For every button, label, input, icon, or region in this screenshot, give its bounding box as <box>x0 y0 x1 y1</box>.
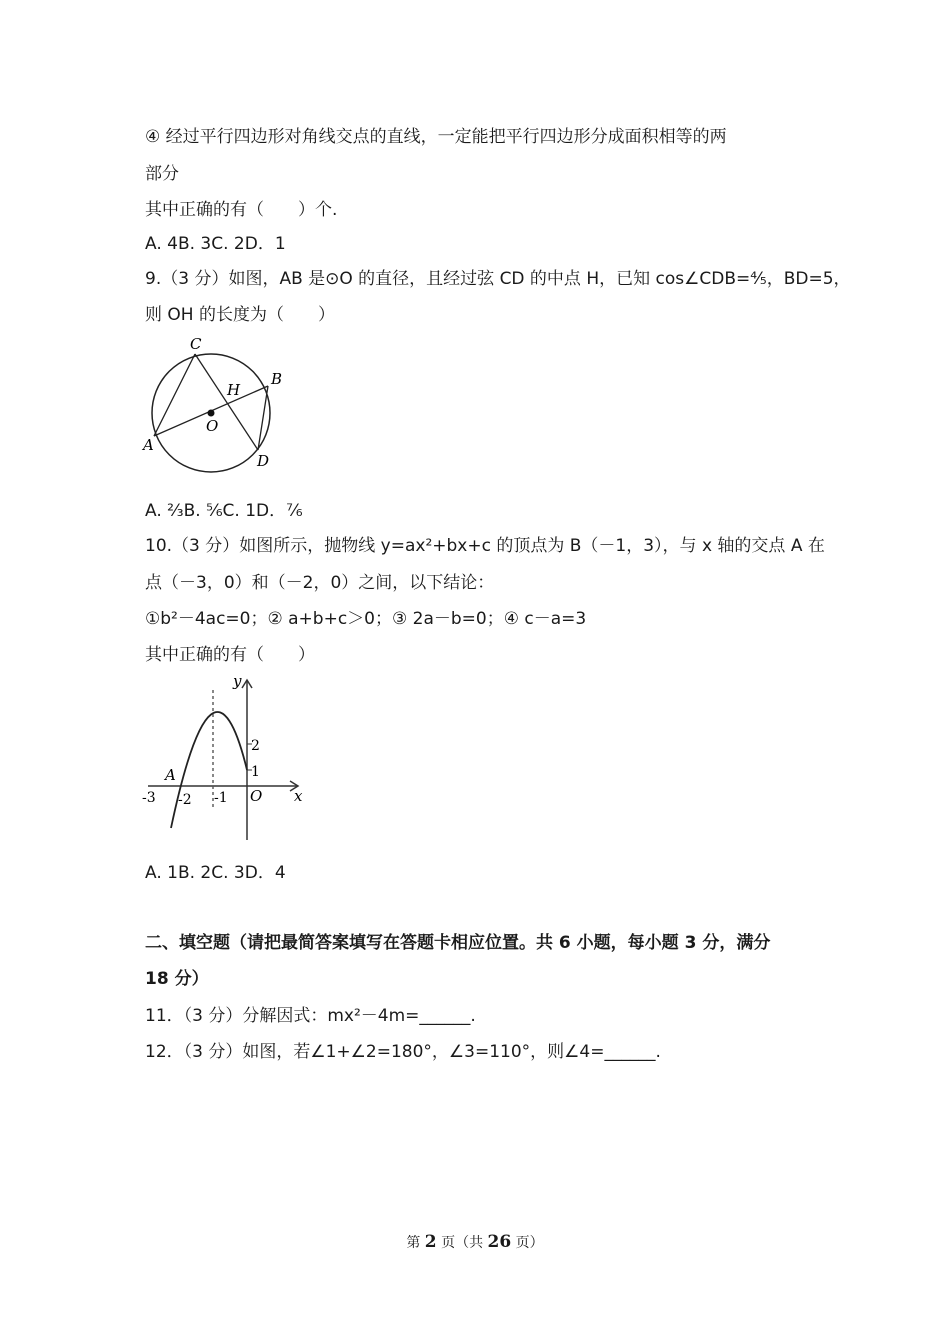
label-c: C <box>190 336 202 353</box>
q10-stem-line1: 10.（3 分）如图所示，抛物线 y=ax²+bx+c 的顶点为 B（－1，3），与 x 轴的交点 A 在 <box>145 536 825 556</box>
footer-prefix: 第 <box>406 1235 421 1251</box>
label-o: O <box>206 417 219 435</box>
footer-mid: 页（共 <box>441 1235 484 1251</box>
section2-title-line2: 18 分） <box>145 969 209 989</box>
q8-question-prompt: 其中正确的有（ ）个. <box>145 200 338 220</box>
footer-page-number: 2 <box>424 1232 437 1252</box>
q8-statement-4-line2: 部分 <box>145 164 179 184</box>
label-o: O <box>250 787 263 805</box>
q9-stem-line2: 则 OH 的长度为（ ） <box>145 305 335 325</box>
label-tick-2: 2 <box>251 738 260 754</box>
label-tick-1: 1 <box>251 764 260 780</box>
label-a: A <box>143 436 154 454</box>
label-d: D <box>257 452 270 470</box>
label-minus-2: -2 <box>178 792 192 808</box>
footer-total-pages: 26 <box>487 1232 512 1252</box>
q12-text: 12．（3 分）如图，若∠1+∠2=180°，∠3=110°，则∠4=______. <box>145 1042 661 1062</box>
section2-title-line1: 二、填空题（请把最简答案填写在答题卡相应位置。共 6 小题，每小题 3 分，满分 <box>145 933 771 953</box>
label-minus-3: -3 <box>142 790 156 806</box>
q10-conclusions: ①b²－4ac=0；② a+b+c＞0；③ 2a－b=0；④ c－a=3 <box>145 609 587 629</box>
label-h: H <box>227 381 241 399</box>
label-b: B <box>271 370 283 388</box>
q10-parabola-figure <box>140 670 310 845</box>
label-x: x <box>294 787 303 805</box>
q9-options: A. ²⁄₃B. ⁵⁄₆C. 1D．⁷⁄₆ <box>145 501 303 521</box>
q10-stem-line2: 点（－3，0）和（－2，0）之间，以下结论： <box>145 573 495 593</box>
parabola-curve <box>171 712 247 828</box>
label-y: y <box>233 672 242 690</box>
q11-text: 11．（3 分）分解因式：mx²－4m=______. <box>145 1006 476 1026</box>
q10-options: A. 1B. 2C. 3D．4 <box>145 863 286 883</box>
q9-circle-figure <box>140 336 290 476</box>
center-point-o <box>208 410 215 417</box>
page-footer <box>0 1232 950 1252</box>
q8-options: A. 4B. 3C. 2D．1 <box>145 234 286 254</box>
q10-question-prompt: 其中正确的有（ ） <box>145 645 315 665</box>
footer-suffix: 页） <box>515 1235 544 1251</box>
q9-stem-line1: 9.（3 分）如图，AB 是⊙O 的直径，且经过弦 CD 的中点 H，已知 cos∠CDB=⁴⁄₅，BD=5， <box>145 269 851 289</box>
q8-statement-4-line1: ④ 经过平行四边形对角线交点的直线，一定能把平行四边形分成面积相等的两 <box>145 127 727 147</box>
label-minus-1: -1 <box>214 790 228 806</box>
label-a: A <box>165 766 176 784</box>
